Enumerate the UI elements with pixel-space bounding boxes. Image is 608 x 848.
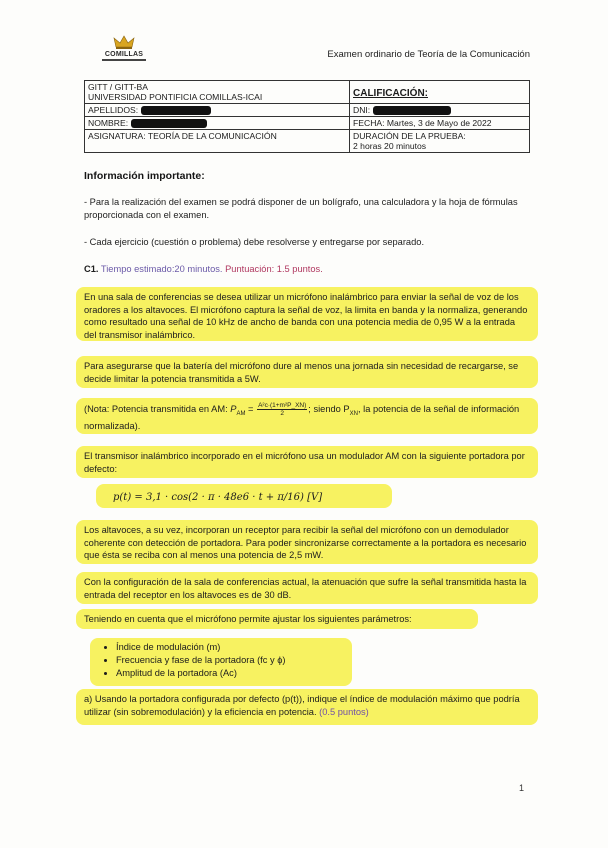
redaction-bar (141, 106, 211, 115)
asignatura-cell: ASIGNATURA: TEORÍA DE LA COMUNICACIÓN (85, 130, 350, 153)
note-sub2: XN (349, 410, 358, 417)
duracion-cell (350, 130, 530, 153)
crown-icon (113, 34, 135, 50)
important-item-1: - Para la realización del examen se podrá disponer de un bolígrafo, una calculadora y la hoja de fórmulas proporcionada con el examen. (84, 197, 518, 220)
note-fraction-numerator: A²c·(1+m²P_XN) (258, 402, 307, 409)
c1-paragraph-6: Teniendo en cuenta que el micrófono permite ajustar los siguientes parámetros: (84, 614, 412, 624)
list-item: • Amplitud de la portadora (Ac) (116, 667, 286, 680)
logo-underline (102, 59, 146, 61)
note-fraction (257, 402, 307, 417)
nombre-label: NOMBRE: (88, 118, 129, 129)
redaction-bar (373, 106, 451, 115)
dni-cell (350, 104, 530, 117)
program-cell (85, 81, 350, 104)
list-item: • Frecuencia y fase de la portadora (fc y ϕ) (116, 654, 286, 667)
note-start: (Nota: Potencia transmitida en AM: (84, 403, 231, 414)
c1-label: C1. (84, 264, 99, 274)
redaction-bar (131, 119, 207, 128)
duracion-value: 2 horas 20 minutos (353, 141, 427, 152)
question-a (84, 693, 530, 718)
important-item-2: - Cada ejercicio (cuestión o problema) debe resolverse y entregarse por separado. (84, 237, 425, 247)
comillas-logo (100, 34, 148, 61)
c1-paragraph-3: El transmisor inalámbrico incorporado en el micrófono usa un modulador AM con la siguiente portadora por defecto: (84, 451, 525, 474)
question-a-score: (0.5 puntos) (319, 706, 369, 717)
c1-heading (84, 263, 530, 276)
university-label: UNIVERSIDAD PONTIFICIA COMILLAS-ICAI (88, 92, 263, 102)
c1-paragraph-1: En una sala de conferencias se desea utilizar un micrófono inalámbrico para enviar la señal de voz de los oradores a los altavoces. El micrófono captura la señal de voz, la limita en banda y la normaliza, generando como resultado una señal de 10 kHz de ancho de banda con una potencia media de 0,95 W a la entrada del transmisor inalámbrico. (84, 292, 528, 340)
parameter-list (84, 641, 286, 680)
exam-title: Examen ordinario de Teoría de la Comunicación (327, 49, 530, 60)
page-number: 1 (519, 783, 525, 793)
nombre-cell (85, 117, 350, 130)
note-formula-lhs: P (230, 403, 237, 414)
calificacion-cell (350, 81, 530, 104)
logo-text: COMILLAS (104, 51, 144, 58)
note-tail: , la potencia de la señal de información normalizada). (84, 403, 520, 432)
c1-time: Tiempo estimado:20 minutos. (100, 264, 223, 274)
list-item: • Índice de modulación (m) (116, 641, 286, 654)
apellidos-cell (85, 104, 350, 117)
duracion-label: DURACIÓN DE LA PRUEBA: (353, 131, 466, 142)
c1-paragraph-2: Para asegurarse que la batería del micrófono dure al menos una jornada sin necesidad de recargarse, se decide limitar la potencia transmitida a 5W. (84, 361, 519, 384)
c1-power-note: (Nota: Potencia transmitida en AM: $P_{AM}$ = $\frac{\text{A²c·(1+m²P\_XN)}}{2}$ ; siendo $P_{XN}$, la potencia de la señal de información normalizada). (84, 402, 520, 432)
dni-label: DNI: (353, 105, 371, 115)
c1-paragraph-4: Los altavoces, a su vez, incorporan un receptor para recibir la señal del micrófono con un demodulador coherente con detección de portadora. Para poder sincronizarse correctamente a la portadora es necesario que ésta se reciba con al menos una potencia de 2,5 mW. (84, 525, 527, 560)
question-a-text: a) Usando la portadora configurada por defecto (p(t)), indique el índice de modulación máximo que podría utilizar (sin sobremodulación) y la eficiencia en potencia. (84, 694, 520, 717)
note-formula-sub: AM (236, 410, 246, 417)
student-info-table (84, 80, 530, 153)
apellidos-label: APELLIDOS: (88, 105, 139, 115)
c1-paragraph-5: Con la configuración de la sala de conferencias actual, la atenuación que sufre la señal transmitida hasta la entrada del receptor en los altavoces es de 30 dB. (84, 577, 527, 600)
calificacion-label: CALIFICACIÓN: (353, 88, 428, 99)
note-fraction-denominator: 2 (280, 410, 284, 417)
c1-score: Puntuación: 1.5 puntos. (225, 264, 323, 274)
important-info-title: Información importante: (84, 170, 205, 182)
note-end: ; siendo P (308, 403, 350, 414)
carrier-formula: p(t) = 3,1 · cos(2 · π · 48e6 · t + π/16) [V] (113, 492, 323, 503)
fecha-cell: FECHA: Martes, 3 de Mayo de 2022 (350, 117, 530, 130)
program-label: GITT / GITT-BA (88, 82, 149, 92)
